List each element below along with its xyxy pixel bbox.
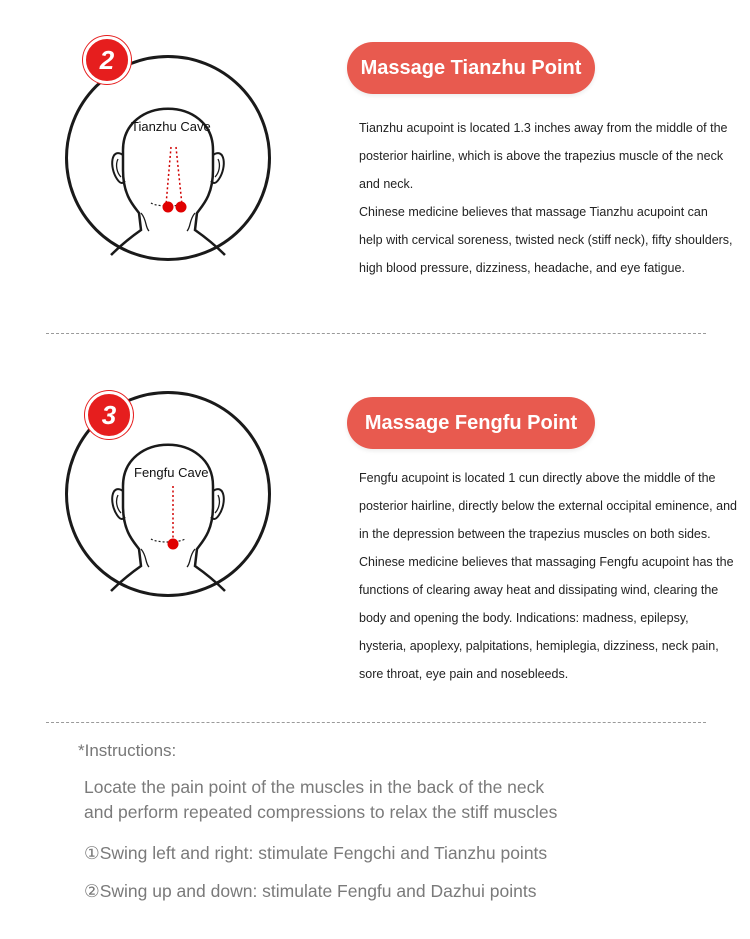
instructions-line: and perform repeated compressions to relax the stiff muscles [84, 802, 558, 822]
section-title: Massage Fengfu Point [347, 397, 595, 449]
description-paragraph: Fengfu acupoint is located 1 cun directly above the middle of the posterior hairline, directly below the external occipital eminence, and in the depression between the trapezius muscles on both sides. [359, 471, 737, 541]
instruction-item: ①Swing left and right: stimulate Fengchi and Tianzhu points [84, 843, 548, 863]
head-illustration-fengfu [65, 391, 271, 597]
description-paragraph: Chinese medicine believes that massaging Fengfu acupoint has the functions of clearing away heat and dissipating wind, clearing the body and opening the body. Indications: madness, epilepsy, hysteria, apoplexy, palpitations, hemiplegia, dizziness, neck pain, sore throat, eye pain and nosebleeds. [359, 555, 734, 681]
description-paragraph: Chinese medicine believes that massage Tianzhu acupoint can help with cervical soreness, twisted neck (stiff neck), fifty shoulders, high blood pressure, dizziness, headache, and eye fatigue. [359, 205, 733, 275]
step-number-badge: 3 [85, 391, 133, 439]
instruction-item: ②Swing up and down: stimulate Fengfu and Dazhui points [84, 881, 537, 901]
head-back-icon [65, 55, 271, 261]
acupoint-dot [176, 202, 187, 213]
instructions-line: Locate the pain point of the muscles in the back of the neck [84, 777, 545, 797]
acupoint-dot [168, 539, 179, 550]
head-illustration-tianzhu [65, 44, 271, 261]
section-title: Massage Tianzhu Point [347, 42, 595, 94]
acupoint-dot [163, 202, 174, 213]
dashed-divider [46, 333, 706, 334]
head-label: Tianzhu Cave [131, 119, 211, 134]
section-description [359, 114, 734, 282]
instructions-text [84, 775, 557, 825]
dashed-divider [46, 722, 706, 723]
head-label: Fengfu Cave [134, 465, 209, 480]
section-description [359, 464, 739, 688]
description-paragraph: Tianzhu acupoint is located 1.3 inches away from the middle of the posterior hairline, which is above the trapezius muscle of the neck and neck. [359, 121, 728, 191]
instructions-title: *Instructions: [78, 741, 177, 760]
step-number-badge: 2 [83, 36, 131, 84]
